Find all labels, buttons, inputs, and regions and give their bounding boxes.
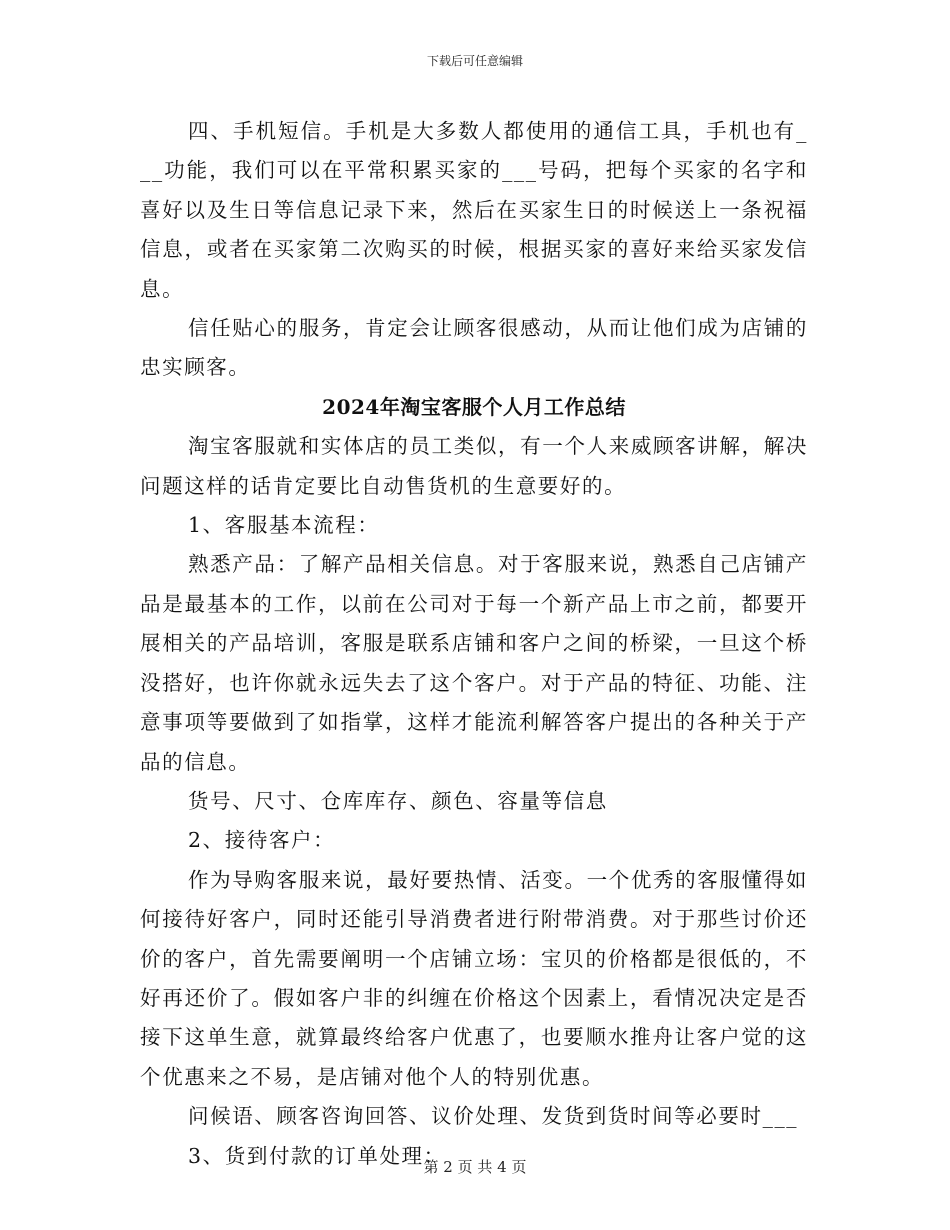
header-note: 下载后可任意编辑 [426, 54, 523, 68]
heading-receive-customers: 2、接待客户： [188, 828, 336, 853]
page-number: 第 2 页 共 4 页 [423, 1158, 527, 1176]
paragraph-receive-customers: 作为导购客服来说，最好要热情、活变。一个优秀的客服懂得如何接待好客户，同时还能引导消费者进行附带消费。对于那些讨价还价的客户，首先需要阐明一个店铺立场：宝贝的价格都是很低的，不好再还价了。假如客户非的纠缠在价格这个因素上，看情况决定是否接下这单生意，就算最终给客户优惠了，也要顺水推舟让客户觉的这个优惠来之不易，是店铺对他个人的特别优惠。 [140, 867, 808, 1089]
paragraph-trust: 信任贴心的服务，肯定会让顾客很感动，从而让他们成为店铺的忠实顾客。 [140, 316, 808, 380]
heading-basic-process: 1、客服基本流程： [188, 513, 380, 538]
heading-cod-orders: 3、货到付款的订单处理： [188, 1143, 446, 1168]
paragraph-intro: 淘宝客服就和实体店的员工类似，有一个人来威顾客讲解，解决问题这样的话肯定要比自动售货机的生意要好的。 [140, 434, 808, 498]
paragraph-know-products: 熟悉产品：了解产品相关信息。对于客服来说，熟悉自己店铺产品是最基本的工作，以前在公司对于每一个新产品上市之前，都要开展相关的产品培训，客服是联系店铺和客户之间的桥梁，一旦这个桥没搭好，也许你就永远失去了这个客户。对于产品的特征、功能、注意事项等要做到了如指掌，这样才能流利解答客户提出的各种关于产品的信息。 [140, 552, 808, 774]
paragraph-greetings: 问候语、顾客咨询回答、议价处理、发货到货时间等必要时___ [188, 1104, 799, 1129]
document-body [140, 112, 808, 1176]
paragraph-sms: 四、手机短信。手机是大多数人都使用的通信工具，手机也有___功能，我们可以在平常积累买家的___号码，把每个买家的名字和喜好以及生日等信息记录下来，然后在买家生日的时候送上一条祝福信息，或者在买家第二次购买的时候，根据买家的喜好来给买家发信息。 [140, 119, 808, 301]
section-title: 2024年淘宝客服个人月工作总结 [322, 394, 626, 419]
paragraph-product-info: 货号、尺寸、仓库库存、颜色、容量等信息 [188, 788, 608, 813]
